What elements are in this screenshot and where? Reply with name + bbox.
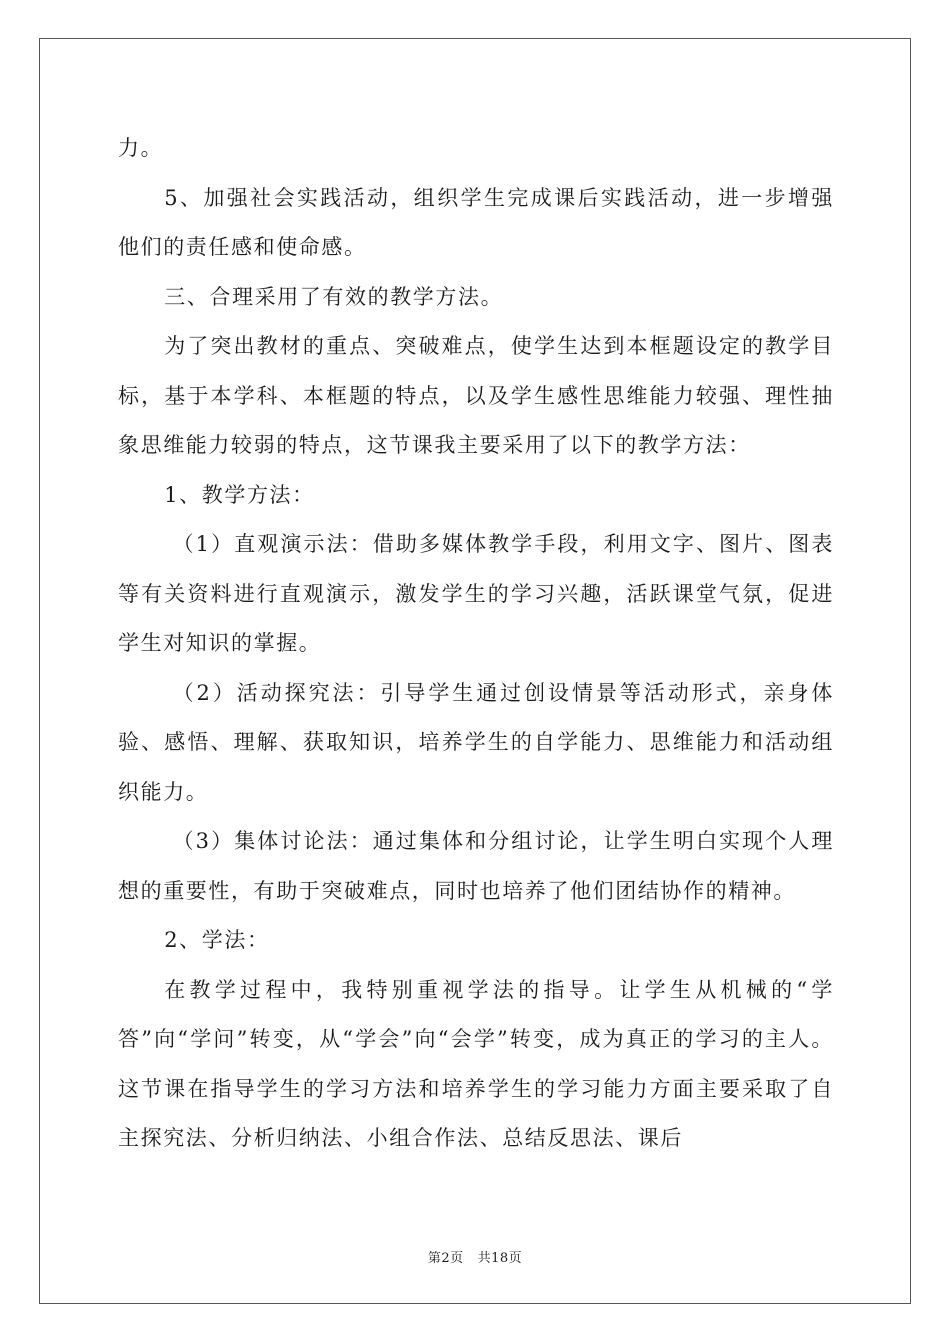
paragraph-method-1: （1）直观演示法：借助多媒体教学手段，利用文字、图片、图表等有关资料进行直观演示，激发学生的学习兴趣，活跃课堂气氛，促进学生对知识的掌握。 [118,532,834,655]
page-number: 第2页 [427,1251,464,1266]
paragraph-method-3: （3）集体讨论法：通过集体和分组讨论，让学生明白实现个人理想的重要性，有助于突破难点，同时也培养了他们团结协作的精神。 [118,829,834,903]
paragraph-methods-intro: 为了突出教材的重点、突破难点，使学生达到本框题设定的教学目标，基于本学科、本框题的特点，以及学生感性思维能力较强、理性抽象思维能力较弱的特点，这节课我主要采用了以下的教学方法： [118,334,834,457]
subheading-teaching-methods: 1、教学方法： [164,482,315,507]
section-heading-methods: 三、合理采用了有效的教学方法。 [164,284,504,309]
paragraph-continuation: 力。 [118,136,164,160]
paragraph-method-2: （2）活动探究法：引导学生通过创设情景等活动形式，亲身体验、感悟、理解、获取知识，培养学生的自学能力、思维能力和活动组织能力。 [118,680,834,804]
subheading-learning-methods: 2、学法： [164,928,270,952]
paragraph-learning-methods: 在教学过程中，我特别重视学法的指导。让学生从机械的“学答”向“学问”转变，从“学会”向“会学”转变，成为真正的学习的主人。这节课在指导学生的学习方法和培养学生的学习能力方面主要采取了自主探究法、分析归纳法、小组合作法、总结反思法、课后 [118,977,834,1150]
document-body [118,124,834,1164]
paragraph-item-5: 5、加强社会实践活动，组织学生完成课后实践活动，进一步增强他们的责任感和使命感。 [118,185,834,259]
page-footer [0,1247,950,1266]
page-total: 共18页 [477,1251,523,1266]
